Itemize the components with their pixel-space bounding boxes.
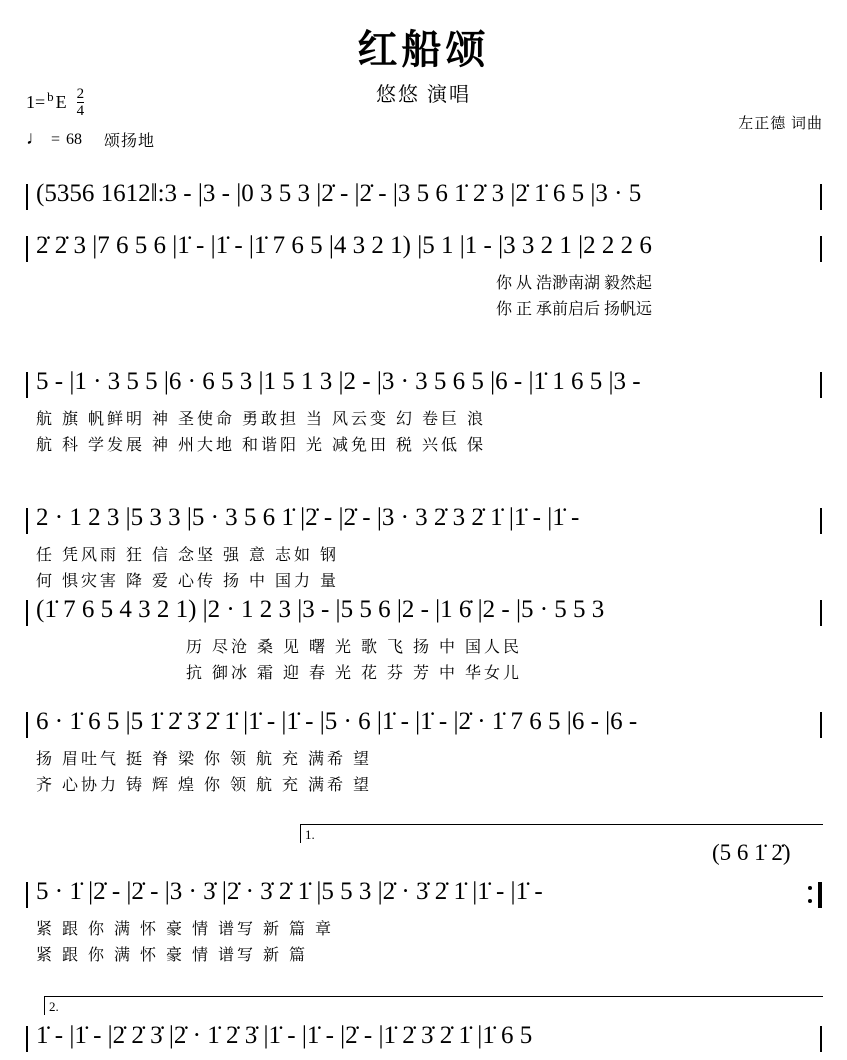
lyric-verse-2: 何 惧灾害 降 爱 心传 扬 中 国力 量 bbox=[36, 573, 340, 590]
notation-line: (5356 1612‖:3 - |3 - |0 3 5 3 |2̇ - |2̇ - |3 5 6 1̇ 2̇ 3 |2̇ 1̇ 6 5 |3 · 5 bbox=[36, 180, 642, 207]
lyric-verse-2: 齐 心协力 铸 辉 煌 你 领 航 充 满希 望 bbox=[36, 777, 373, 794]
lyric-verse-1: 任 凭风雨 狂 信 念坚 强 意 志如 钢 bbox=[36, 547, 340, 564]
system-7 bbox=[26, 878, 822, 968]
lyric-verse-2: 紧 跟 你 满 怀 豪 情 谱写 新 篇 bbox=[36, 947, 309, 964]
notation-line: 5 · 1̇ |2̇ - |2̇ - |3 · 3̇ |2̇ · 3̇ 2̇ 1̇ |5 5 3 |2̇ · 3̇ 2̇ 1̇ |1̇ - |1̇ - bbox=[36, 878, 543, 905]
lyric-verse-2: 抗 御冰 霜 迎 春 光 花 芬 芳 中 华女儿 bbox=[186, 665, 523, 682]
notation-line: 2̇ 2̇ 3 |7 6 5 6 |1̇ - |1̇ - |1̇ 7 6 5 |4 3 2 1) |5 1 |1 - |3 3 2 1 |2 2 2 6 bbox=[36, 232, 652, 259]
barline-right-final bbox=[818, 882, 822, 908]
notation-line: 2 · 1 2 3 |5 3 3 |5 · 3 5 6 1̇ |2̇ - |2̇ - |3 · 3 2̇ 3 2̇ 1̇ |1̇ - |1̇ - bbox=[36, 504, 580, 531]
barline-right bbox=[820, 1026, 822, 1052]
system-5 bbox=[26, 596, 822, 686]
key-signature bbox=[26, 86, 84, 118]
lyric-verse-2: 你 正 承前启后 扬帆远 bbox=[496, 301, 653, 318]
meter-numerator: 2 bbox=[76, 86, 85, 102]
volta-bracket-2 bbox=[44, 996, 823, 1015]
notation-line: 5 - |1 · 3 5 5 |6 · 6 5 3 |1 5 1 3 |2 - |3 · 3 5 6 5 |6 - |1̇ 1 6 5 |3 - bbox=[36, 368, 641, 395]
quarter-note-icon: ♩ bbox=[26, 128, 45, 149]
system-3 bbox=[26, 368, 822, 458]
page-title: 红船颂 bbox=[357, 27, 490, 72]
barline-right bbox=[820, 508, 822, 534]
barline-right bbox=[820, 236, 822, 262]
performer-credit: 悠悠 演唱 bbox=[376, 84, 471, 106]
tempo-marking bbox=[26, 128, 155, 151]
notation-line: (1̇ 7 6 5 4 3 2 1) |2 · 1 2 3 |3 - |5 5 6 |2 - |1 6̇ |2 - |5 · 5 5 3 bbox=[36, 596, 605, 623]
key-label: 1= bbox=[26, 91, 46, 112]
key-letter: E bbox=[55, 91, 67, 112]
pickup-notes: (5 6 1̇ 2̇) bbox=[712, 840, 791, 865]
tempo-value: 68 bbox=[66, 130, 83, 148]
repeat-dots-close bbox=[808, 886, 812, 904]
system-4 bbox=[26, 504, 822, 594]
notation-line: 6 · 1̇ 6 5 |5 1̇ 2̇ 3̇ 2̇ 1̇ |1̇ - |1̇ - |5 · 6 |1̇ - |1̇ - |2̇ · 1̇ 7 6 5 |6 - |6 - bbox=[36, 708, 638, 735]
notation-line: 1̇ - |1̇ - |2̇ 2̇ 3̇ |2̇ · 1̇ 2̇ 3̇ |1̇ - |1̇ - |2̇ - |1̇ 2̇ 3̇ 2̇ 1̇ |1̇ 6 5 bbox=[36, 1022, 533, 1049]
lyric-verse-1: 紧 跟 你 满 怀 豪 情 谱写 新 篇 章 bbox=[36, 921, 335, 938]
lyric-verse-1: 扬 眉吐气 挺 脊 梁 你 领 航 充 满希 望 bbox=[36, 751, 373, 768]
meter-denominator: 4 bbox=[76, 103, 85, 119]
time-signature bbox=[77, 87, 85, 119]
system-8 bbox=[26, 1022, 822, 1060]
barline-right bbox=[820, 184, 822, 210]
barline-right bbox=[820, 712, 822, 738]
volta-number: 2. bbox=[49, 999, 59, 1014]
volta-number: 1. bbox=[305, 827, 315, 842]
barline-right bbox=[820, 372, 822, 398]
lyric-verse-1: 历 尽沧 桑 见 曙 光 歌 飞 扬 中 国人民 bbox=[186, 639, 523, 656]
barline-right bbox=[820, 600, 822, 626]
lyric-verse-2: 航 科 学发展 神 州大地 和谐阳 光 减免田 税 兴低 保 bbox=[36, 437, 487, 454]
system-2 bbox=[26, 232, 822, 322]
lyric-verse-1: 你 从 浩渺南湖 毅然起 bbox=[496, 275, 653, 292]
system-1 bbox=[26, 180, 822, 218]
flat-symbol: b bbox=[47, 89, 54, 104]
system-6 bbox=[26, 708, 822, 798]
expression-marking: 颂扬地 bbox=[104, 133, 156, 150]
lyric-verse-1: 航 旗 帆鲜明 神 圣使命 勇敢担 当 风云变 幻 卷巨 浪 bbox=[36, 411, 487, 428]
tempo-equals: = bbox=[51, 130, 61, 148]
composer-credit: 左正德 词曲 bbox=[738, 116, 823, 132]
